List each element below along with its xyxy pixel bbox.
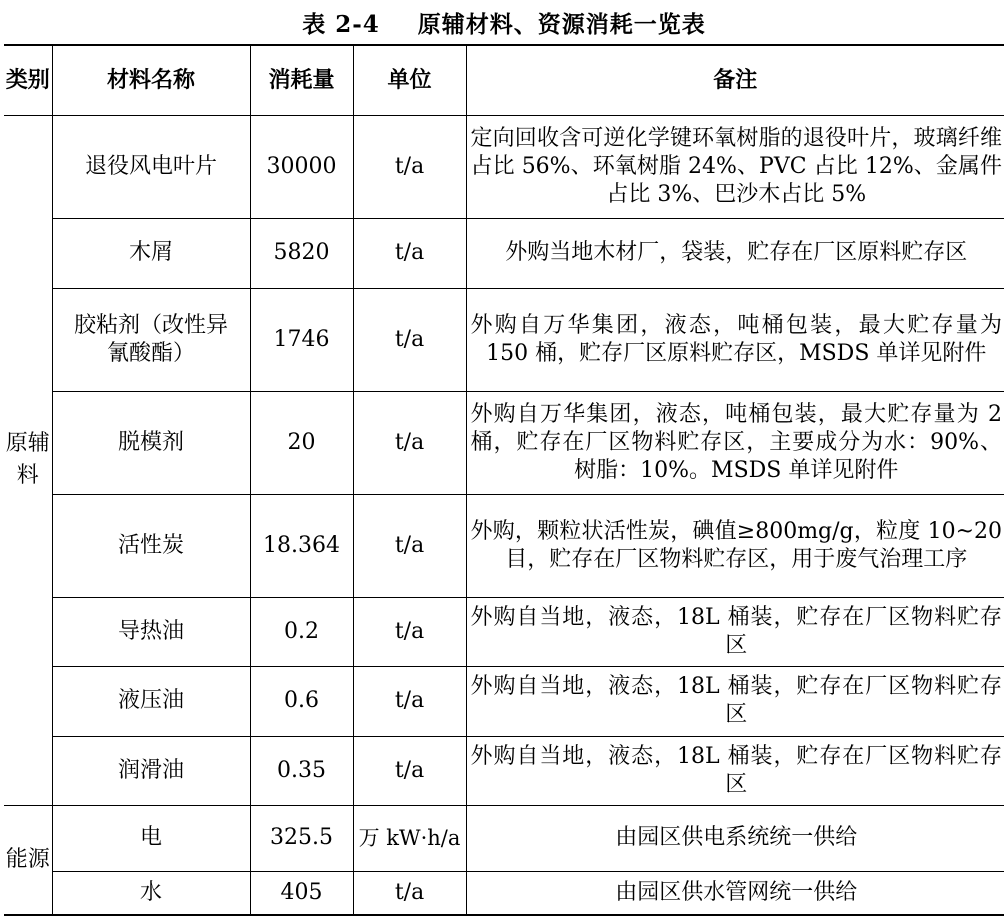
material-name: 退役风电叶片 <box>52 115 250 218</box>
note-cell: 由园区供水管网统一供给 <box>466 871 1004 915</box>
consumption-amount: 325.5 <box>250 805 353 871</box>
note-cell: 外购当地木材厂，袋装，贮存在厂区原料贮存区 <box>466 218 1004 288</box>
header-unit: 单位 <box>353 45 466 115</box>
unit-cell: t/a <box>353 391 466 494</box>
material-name: 润滑油 <box>52 736 250 805</box>
unit-cell: t/a <box>353 871 466 915</box>
table-row <box>4 666 1004 736</box>
note-cell: 外购自当地，液态，18L 桶装，贮存在厂区物料贮存区 <box>466 736 1004 805</box>
material-name: 脱模剂 <box>52 391 250 494</box>
header-category: 类别 <box>4 45 52 115</box>
consumption-amount: 405 <box>250 871 353 915</box>
unit-cell: 万 kW·h/a <box>353 805 466 871</box>
material-name: 电 <box>52 805 250 871</box>
note-cell: 外购自万华集团，液态，吨桶包装，最大贮存量为 2 桶，贮存在厂区物料贮存区，主要成分为水：90%、树脂：10%。MSDS 单详见附件 <box>466 391 1004 494</box>
unit-cell: t/a <box>353 115 466 218</box>
table-row <box>4 805 1004 871</box>
consumption-amount: 0.2 <box>250 597 353 666</box>
note-cell: 外购，颗粒状活性炭，碘值≥800mg/g，粒度 10~20 目，贮存在厂区物料贮存区，用于废气治理工序 <box>466 494 1004 597</box>
note-cell: 外购自当地，液态，18L 桶装，贮存在厂区物料贮存区 <box>466 597 1004 666</box>
material-name: 活性炭 <box>52 494 250 597</box>
unit-cell: t/a <box>353 494 466 597</box>
material-name: 水 <box>52 871 250 915</box>
table-row <box>4 115 1004 218</box>
header-name: 材料名称 <box>52 45 250 115</box>
table-row <box>4 288 1004 391</box>
unit-cell: t/a <box>353 666 466 736</box>
table-row <box>4 871 1004 915</box>
table-row <box>4 736 1004 805</box>
consumption-amount: 0.6 <box>250 666 353 736</box>
note-cell: 由园区供电系统统一供给 <box>466 805 1004 871</box>
table-row <box>4 391 1004 494</box>
material-name: 胶粘剂（改性异氰酸酯） <box>52 288 250 391</box>
material-name: 木屑 <box>52 218 250 288</box>
table-title: 原辅材料、资源消耗一览表 <box>417 11 706 38</box>
table-row <box>4 597 1004 666</box>
note-cell: 定向回收含可逆化学键环氧树脂的退役叶片，玻璃纤维占比 56%、环氧树脂 24%、PVC 占比 12%、金属件占比 3%、巴沙木占比 5% <box>466 115 1004 218</box>
category-cell: 原辅料 <box>4 115 52 805</box>
material-name: 液压油 <box>52 666 250 736</box>
consumption-amount: 1746 <box>250 288 353 391</box>
table-row <box>4 218 1004 288</box>
consumption-amount: 20 <box>250 391 353 494</box>
unit-cell: t/a <box>353 218 466 288</box>
consumption-amount: 5820 <box>250 218 353 288</box>
material-name: 导热油 <box>52 597 250 666</box>
materials-table <box>4 44 1004 916</box>
header-note: 备注 <box>466 45 1004 115</box>
consumption-amount: 18.364 <box>250 494 353 597</box>
table-caption <box>0 6 1008 39</box>
table-number: 表 2-4 <box>302 11 380 38</box>
consumption-amount: 30000 <box>250 115 353 218</box>
unit-cell: t/a <box>353 736 466 805</box>
note-cell: 外购自万华集团，液态，吨桶包装，最大贮存量为 150 桶，贮存厂区原料贮存区，MSDS 单详见附件 <box>466 288 1004 391</box>
header-amount: 消耗量 <box>250 45 353 115</box>
note-cell: 外购自当地，液态，18L 桶装，贮存在厂区物料贮存区 <box>466 666 1004 736</box>
table-row <box>4 494 1004 597</box>
unit-cell: t/a <box>353 597 466 666</box>
unit-cell: t/a <box>353 288 466 391</box>
consumption-amount: 0.35 <box>250 736 353 805</box>
header-row <box>4 45 1004 115</box>
category-cell: 能源 <box>4 805 52 915</box>
